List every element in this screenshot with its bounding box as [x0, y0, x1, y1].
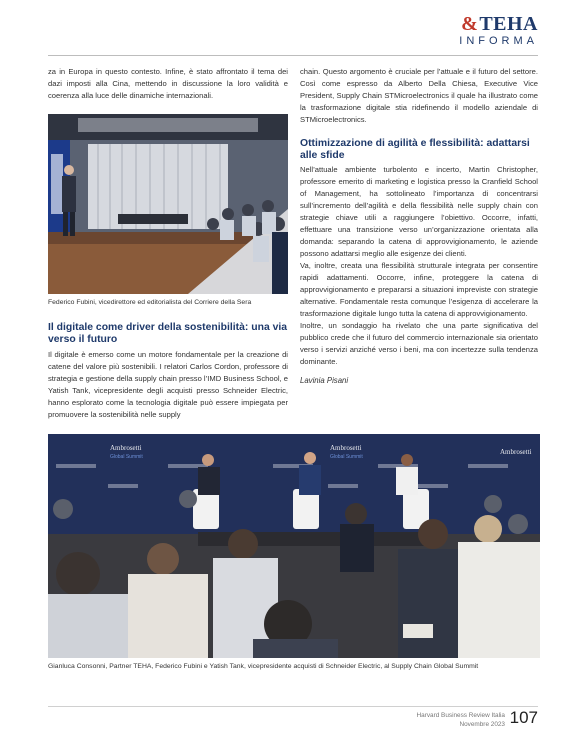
- footer-divider: [48, 706, 538, 707]
- supply-chain-paragraph: chain. Questo argomento è cruciale per l’attuale e il futuro del settore. Così come espresso da Alberto Della Chiesa, Executive Vice President, Supply Chain STMicroelectronics il quale ha illustrato come la trasformazione digitale stia ridefinendo il modello aziendale di STMicroelectronics.: [300, 67, 538, 124]
- logo-main-text: TEHA: [479, 13, 538, 35]
- left-column: [48, 66, 288, 102]
- backdrop-brand-text-3: Ambrosetti: [500, 448, 532, 456]
- backdrop-brand-text-1: Ambrosetti: [110, 444, 142, 452]
- backdrop-event-text-2: Global Summit: [330, 454, 363, 460]
- backdrop-event-text-1: Global Summit: [110, 454, 143, 460]
- publication-name: Harvard Business Review Italia: [416, 712, 505, 719]
- ampersand-icon: &: [461, 13, 479, 35]
- conference-speaker-photo: [48, 114, 288, 294]
- photo-panel-discussion: [48, 434, 540, 658]
- footer-publication-info: [417, 711, 505, 729]
- sondaggio-paragraph: Inoltre, un sondaggio ha rivelato che una parte significativa del pubblico crede che il futuro del commercio internazionale sia orientato verso i servizi anziché verso i beni, ma con incertezze sulla tendenza dominante.: [300, 321, 538, 366]
- intro-paragraph: za in Europa in questo contesto. Infine, è stato affrontato il tema dei dazi imposti alla Cina, mettendo in discussione la loro validità e coerenza alla luce delle dinamiche internazionali.: [48, 67, 288, 100]
- teha-logo: [459, 14, 538, 47]
- logo-sub-text: INFORMA: [459, 35, 538, 47]
- section-heading-agilita: Ottimizzazione di agilità e flessibilità: adattarsi alle sfide: [300, 138, 530, 161]
- agilita-paragraph: Nell’attuale ambiente turbolento e incerto, Martin Christopher, professore emerito di marketing e logistica presso la Cranfield School of Management, ha sottolineato l’importanza di concentrarsi sull’incremento dell’agilità e della flessibilità nelle supply chain con strategie chiave utili a raggiungere l’obiettivo. Occorre, infatti, effettuare una transizione verso un’organizzazione orientata alla domanda: separando la catena di approvvigionamento, le aziende possono adattarsi meglio alle esigenze dei clienti.: [300, 165, 538, 258]
- digitale-paragraph: Il digitale è emerso come un motore fondamentale per la creazione di catene del valore più sostenibili. I relatori Carlos Cordon, professore di strategia e gestione della supply chain presso l’IMD Business School, e Yatish Tank, vicepresidente degli acquisti presso Schneider Electric, hanno esplorato come la tecnologia digitale può essere impiegata per promuovere la sostenibilità nelle supply: [48, 350, 288, 419]
- article-author: Lavinia Pisani: [300, 376, 349, 385]
- photo1-caption-block: [48, 298, 293, 308]
- page-number: 107: [509, 708, 538, 727]
- backdrop-brand-text-2: Ambrosetti: [330, 444, 362, 452]
- panel-discussion-photo: [48, 434, 540, 658]
- publication-date: Novembre 2023: [459, 721, 505, 728]
- header-divider: [48, 55, 538, 56]
- right-column: [300, 66, 538, 385]
- photo2-caption: Gianluca Consonni, Partner TEHA, Federico Fubini e Yatish Tank, vicepresidente acquisti di Schneider Electric, al Supply Chain Global Summit: [48, 663, 479, 670]
- flessibilita-paragraph: Va, inoltre, creata una flessibilità strutturale integrata per consentire rapidi adattamenti. Occorre, infine, proteggere la catena di approvvigionamento e prepararsi a situazioni impreviste con strategie alternative. Fondamentale resta comunque l’esigenza di accelerare la trasformazione digitale lungo tutta la catena di approvvigionamento.: [300, 261, 538, 318]
- left-section: [48, 322, 288, 421]
- photo-federico-fubini: [48, 114, 288, 294]
- section-heading-digitale: Il digitale come driver della sostenibilità: una via verso il futuro: [48, 322, 288, 345]
- photo2-caption-block: [48, 662, 548, 672]
- photo1-caption: Federico Fubini, vicedirettore ed editorialista del Corriere della Sera: [48, 299, 252, 306]
